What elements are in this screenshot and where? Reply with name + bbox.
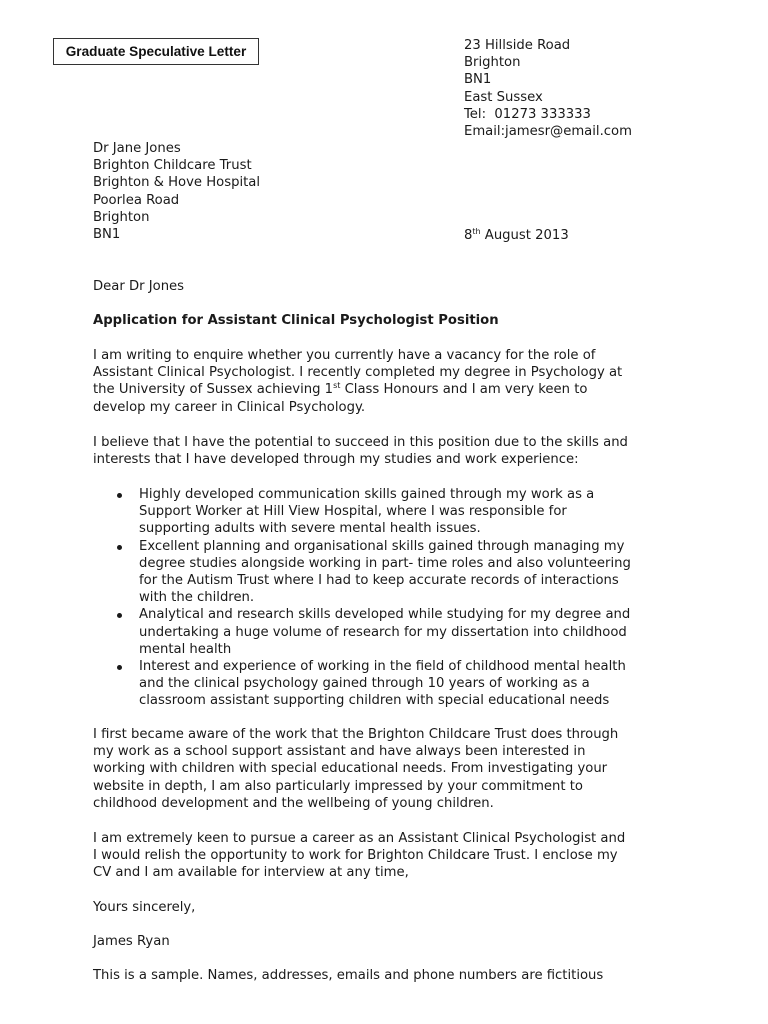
letter-date <box>464 227 569 244</box>
bullet-line: for the Autism Trust where I had to keep accurate records of interactions <box>139 573 619 589</box>
bullet-line: supporting adults with severe mental health issues. <box>139 521 481 537</box>
paragraph-line: develop my career in Clinical Psychology. <box>93 399 366 415</box>
date-suffix: th <box>472 227 481 236</box>
bullet-item-experience <box>93 658 683 710</box>
paragraph-closing-statement <box>93 830 673 882</box>
paragraph-line: I am extremely keen to pursue a career as an Assistant Clinical Psychologist and <box>93 831 626 846</box>
recipient-town: Brighton <box>93 209 150 225</box>
paragraph-line: I am writing to enquire whether you currently have a vacancy for the role of <box>93 348 596 363</box>
bullet-line: degree studies alongside working in part- time roles and also volunteering <box>139 555 631 571</box>
skills-bullet-list <box>93 486 683 710</box>
recipient-hospital: Brighton & Hove Hospital <box>93 175 261 191</box>
paragraph-awareness <box>93 726 673 812</box>
paragraph-line: I first became aware of the work that the Brighton Childcare Trust does through <box>93 727 619 742</box>
salutation: Dear Dr Jones <box>93 279 185 294</box>
sender-county: East Sussex <box>464 89 543 105</box>
paragraph-line: working with children with special educational needs. From investigating your <box>93 761 608 777</box>
paragraph-line: I would relish the opportunity to work for Brighton Childcare Trust. I enclose my <box>93 848 618 864</box>
bullet-line: Excellent planning and organisational skills gained through managing my <box>139 538 625 554</box>
paragraph-line: CV and I am available for interview at any time, <box>93 865 409 881</box>
bullet-line: and the clinical psychology gained through 10 years of working as a <box>139 676 590 692</box>
sender-postcode: BN1 <box>464 72 492 88</box>
bullet-line: Interest and experience of working in the field of childhood mental health <box>139 659 626 675</box>
bullet-line: Support Worker at Hill View Hospital, where I was responsible for <box>139 504 567 520</box>
paragraph-line: I believe that I have the potential to succeed in this position due to the skills and <box>93 435 628 450</box>
paragraph-line <box>93 381 673 398</box>
bullet-icon <box>117 613 122 618</box>
paragraph-skills-intro <box>93 434 673 468</box>
bullet-line: Analytical and research skills developed while studying for my degree and <box>139 607 631 623</box>
sender-street: 23 Hillside Road <box>464 38 571 53</box>
bullet-item-planning <box>93 538 683 607</box>
paragraph-line: website in depth, I am also particularly impressed by your commitment to <box>93 778 584 794</box>
bullet-line: classroom assistant supporting children with special educational needs <box>139 693 610 709</box>
paragraph-text: Class Honours and I am very keen to <box>340 382 588 398</box>
bullet-line: mental health <box>139 641 232 657</box>
bullet-line: Highly developed communication skills gained through my work as a <box>139 487 595 502</box>
recipient-postcode: BN1 <box>93 227 121 243</box>
signature-name: James Ryan <box>93 934 170 949</box>
paragraph-line: my work as a school support assistant and have always been interested in <box>93 744 586 760</box>
bullet-icon <box>117 493 122 498</box>
sender-phone: Tel: 01273 333333 <box>464 106 591 122</box>
recipient-name: Dr Jane Jones <box>93 141 181 156</box>
bullet-icon <box>117 665 122 670</box>
recipient-address <box>93 140 260 243</box>
sample-disclaimer: This is a sample. Names, addresses, emails and phone numbers are fictitious <box>93 968 604 983</box>
paragraph-intro <box>93 347 673 416</box>
paragraph-line: interests that I have developed through my studies and work experience: <box>93 452 579 468</box>
paragraph-line: Assistant Clinical Psychologist. I recently completed my degree in Psychology at <box>93 365 623 381</box>
bullet-line: undertaking a huge volume of research for my dissertation into childhood <box>139 624 627 640</box>
sender-address <box>464 37 632 140</box>
recipient-street: Poorlea Road <box>93 192 180 208</box>
recipient-organisation: Brighton Childcare Trust <box>93 158 252 174</box>
sender-town: Brighton <box>464 55 521 71</box>
bullet-item-communication <box>93 486 683 538</box>
paragraph-text: the University of Sussex achieving 1 <box>93 382 334 398</box>
bullet-line: with the children. <box>139 590 255 606</box>
ordinal-suffix: st <box>333 381 341 391</box>
document-title-box: Graduate Speculative Letter <box>53 38 259 65</box>
paragraph-line: childhood development and the wellbeing of young children. <box>93 795 494 811</box>
subject-heading: Application for Assistant Clinical Psychologist Position <box>93 313 499 328</box>
bullet-icon <box>117 545 122 550</box>
date-month-year: August 2013 <box>480 228 569 243</box>
bullet-item-research <box>93 606 683 658</box>
date-day: 8 <box>464 228 473 243</box>
closing-phrase: Yours sincerely, <box>93 900 196 915</box>
sender-email: Email:jamesr@email.com <box>464 124 632 140</box>
